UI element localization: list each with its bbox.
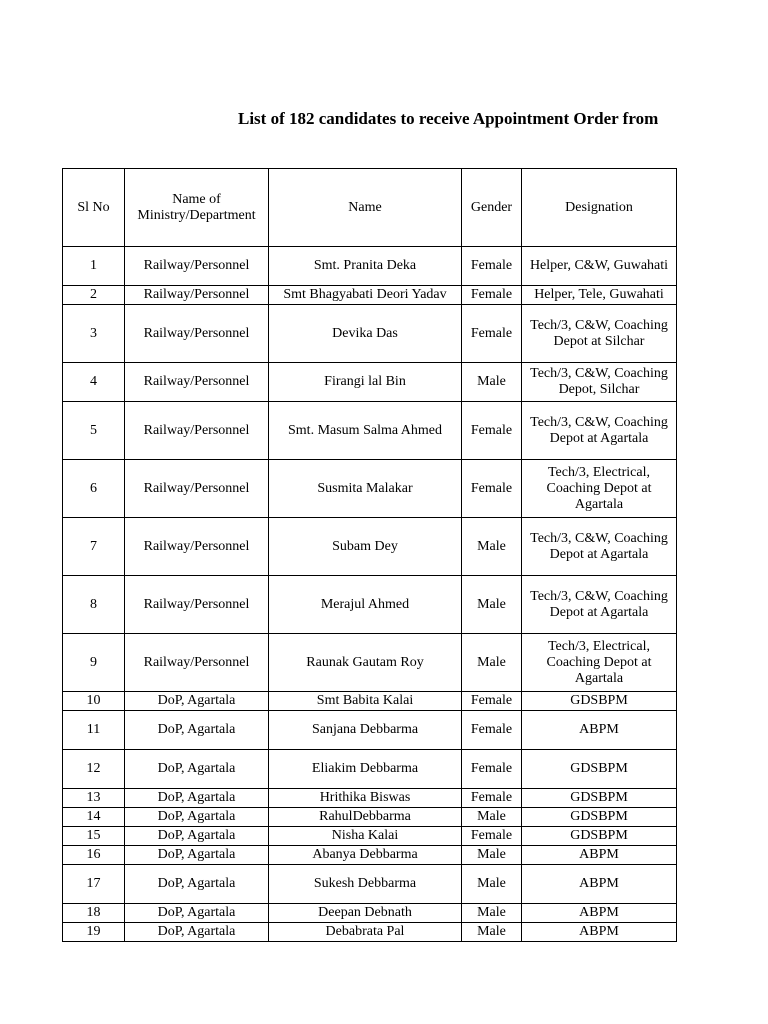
cell-gender: Male [462,923,522,942]
cell-ministry: DoP, Agartala [125,692,269,711]
cell-name: Nisha Kalai [269,827,462,846]
cell-name: Firangi lal Bin [269,363,462,402]
cell-sl: 13 [63,789,125,808]
header-name: Name [269,169,462,247]
cell-ministry: Railway/Personnel [125,460,269,518]
cell-ministry: DoP, Agartala [125,865,269,904]
table-row [63,634,677,692]
table-row [63,576,677,634]
header-gender: Gender [462,169,522,247]
cell-designation: ABPM [522,846,677,865]
cell-name: Raunak Gautam Roy [269,634,462,692]
cell-name: Abanya Debbarma [269,846,462,865]
cell-gender: Male [462,363,522,402]
cell-ministry: Railway/Personnel [125,634,269,692]
cell-gender: Female [462,460,522,518]
cell-sl: 10 [63,692,125,711]
cell-designation: Tech/3, C&W, Coaching Depot at Agartala [522,402,677,460]
cell-ministry: Railway/Personnel [125,286,269,305]
cell-gender: Female [462,286,522,305]
cell-designation: Helper, C&W, Guwahati [522,247,677,286]
table-row [63,518,677,576]
cell-designation: Tech/3, C&W, Coaching Depot at Silchar [522,305,677,363]
cell-ministry: DoP, Agartala [125,846,269,865]
table-row [63,460,677,518]
cell-gender: Female [462,692,522,711]
cell-gender: Female [462,305,522,363]
cell-ministry: Railway/Personnel [125,402,269,460]
cell-name: Subam Dey [269,518,462,576]
cell-name: Smt. Pranita Deka [269,247,462,286]
cell-designation: Tech/3, C&W, Coaching Depot at Agartala [522,576,677,634]
cell-designation: GDSBPM [522,808,677,827]
cell-gender: Male [462,846,522,865]
cell-sl: 14 [63,808,125,827]
cell-name: Hrithika Biswas [269,789,462,808]
cell-name: Susmita Malakar [269,460,462,518]
header-ministry: Name of Ministry/Department [125,169,269,247]
table-row [63,865,677,904]
cell-ministry: Railway/Personnel [125,305,269,363]
table-row [63,286,677,305]
cell-designation: GDSBPM [522,827,677,846]
cell-sl: 6 [63,460,125,518]
cell-gender: Male [462,904,522,923]
cell-name: Sanjana Debbarma [269,711,462,750]
cell-designation: ABPM [522,923,677,942]
cell-gender: Female [462,827,522,846]
cell-ministry: Railway/Personnel [125,247,269,286]
cell-ministry: Railway/Personnel [125,518,269,576]
cell-ministry: Railway/Personnel [125,363,269,402]
document-title: List of 182 candidates to receive Appointment Order from [238,109,659,128]
cell-gender: Male [462,518,522,576]
cell-sl: 15 [63,827,125,846]
cell-name: Eliakim Debbarma [269,750,462,789]
cell-designation: Tech/3, Electrical, Coaching Depot at Agartala [522,460,677,518]
cell-sl: 7 [63,518,125,576]
candidates-table [62,168,677,942]
cell-name: Smt Bhagyabati Deori Yadav [269,286,462,305]
cell-designation: GDSBPM [522,692,677,711]
cell-sl: 4 [63,363,125,402]
table-row [63,846,677,865]
cell-gender: Male [462,808,522,827]
table-row [63,808,677,827]
cell-ministry: DoP, Agartala [125,711,269,750]
table-row [63,923,677,942]
cell-sl: 19 [63,923,125,942]
table-row [63,711,677,750]
cell-name: Devika Das [269,305,462,363]
cell-ministry: DoP, Agartala [125,808,269,827]
cell-gender: Male [462,576,522,634]
cell-sl: 17 [63,865,125,904]
cell-gender: Male [462,865,522,904]
table-header [63,169,677,247]
cell-sl: 1 [63,247,125,286]
table-row [63,402,677,460]
cell-gender: Female [462,402,522,460]
cell-ministry: DoP, Agartala [125,827,269,846]
table-row [63,827,677,846]
cell-gender: Male [462,634,522,692]
cell-name: Deepan Debnath [269,904,462,923]
cell-designation: GDSBPM [522,750,677,789]
cell-gender: Female [462,247,522,286]
header-designation: Designation [522,169,677,247]
cell-sl: 11 [63,711,125,750]
table-row [63,904,677,923]
cell-ministry: DoP, Agartala [125,904,269,923]
cell-name: Debabrata Pal [269,923,462,942]
table-body [63,247,677,942]
cell-ministry: Railway/Personnel [125,576,269,634]
cell-designation: GDSBPM [522,789,677,808]
cell-ministry: DoP, Agartala [125,789,269,808]
cell-gender: Female [462,750,522,789]
cell-sl: 2 [63,286,125,305]
table-row [63,789,677,808]
cell-sl: 5 [63,402,125,460]
cell-designation: ABPM [522,904,677,923]
cell-sl: 18 [63,904,125,923]
cell-name: Smt Babita Kalai [269,692,462,711]
cell-sl: 3 [63,305,125,363]
cell-designation: Tech/3, C&W, Coaching Depot, Silchar [522,363,677,402]
cell-sl: 8 [63,576,125,634]
cell-designation: Tech/3, C&W, Coaching Depot at Agartala [522,518,677,576]
header-row [63,169,677,247]
cell-ministry: DoP, Agartala [125,750,269,789]
cell-designation: Tech/3, Electrical, Coaching Depot at Agartala [522,634,677,692]
cell-ministry: DoP, Agartala [125,923,269,942]
table-row [63,750,677,789]
cell-name: Sukesh Debbarma [269,865,462,904]
table-row [63,692,677,711]
cell-designation: ABPM [522,865,677,904]
cell-sl: 9 [63,634,125,692]
cell-gender: Female [462,789,522,808]
cell-sl: 16 [63,846,125,865]
table-row [63,363,677,402]
table-row [63,247,677,286]
table-row [63,305,677,363]
cell-designation: ABPM [522,711,677,750]
cell-name: Smt. Masum Salma Ahmed [269,402,462,460]
cell-name: Merajul Ahmed [269,576,462,634]
cell-gender: Female [462,711,522,750]
header-sl-no: Sl No [63,169,125,247]
cell-name: RahulDebbarma [269,808,462,827]
cell-sl: 12 [63,750,125,789]
cell-designation: Helper, Tele, Guwahati [522,286,677,305]
